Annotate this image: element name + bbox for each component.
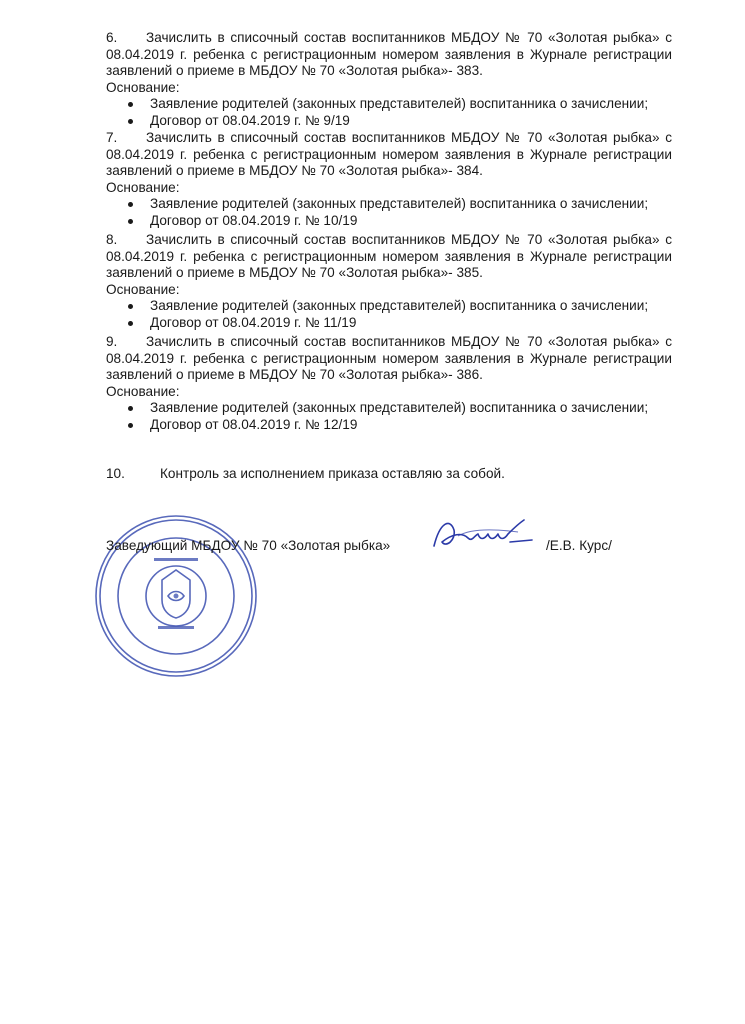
item-number: 6. xyxy=(106,30,118,45)
item-text: Зачислить в списочный состав воспитанников МБДОУ № 70 «Золотая рыбка» с 08.04.2019 г. ребенка с регистрационным номером заявления в Журнале регистрации заявлений о приеме в МБДОУ № 70 «Золотая рыбка»- 383. xyxy=(106,30,672,79)
basis-bullet: Заявление родителей (законных представителей) воспитанника о зачислении; xyxy=(106,298,672,315)
basis-list xyxy=(106,298,672,331)
item-number: 9. xyxy=(106,334,118,349)
basis-list xyxy=(106,400,672,433)
basis-bullet: Заявление родителей (законных представителей) воспитанника о зачислении; xyxy=(106,400,672,417)
basis-label: Основание: xyxy=(106,179,180,195)
item-text: Зачислить в списочный состав воспитанников МБДОУ № 70 «Золотая рыбка» с 08.04.2019 г. ребенка с регистрационным номером заявления в Журнале регистрации заявлений о приеме в МБДОУ № 70 «Золотая рыбка»- 386. xyxy=(106,334,672,383)
order-item-7 xyxy=(106,130,672,230)
item-number: 10. xyxy=(106,466,125,481)
basis-label: Основание: xyxy=(106,281,180,297)
basis-bullet: Договор от 08.04.2019 г. № 11/19 xyxy=(106,315,672,332)
item-text: Контроль за исполнением приказа оставляю за собой. xyxy=(160,466,505,481)
item-text: Зачислить в списочный состав воспитанников МБДОУ № 70 «Золотая рыбка» с 08.04.2019 г. ребенка с регистрационным номером заявления в Журнале регистрации заявлений о приеме в МБДОУ № 70 «Золотая рыбка»- 384. xyxy=(106,130,672,179)
basis-bullet: Договор от 08.04.2019 г. № 10/19 xyxy=(106,213,672,230)
item-number: 7. xyxy=(106,130,118,145)
basis-list xyxy=(106,196,672,229)
basis-bullet: Заявление родителей (законных представителей) воспитанника о зачислении; xyxy=(106,196,672,213)
basis-label: Основание: xyxy=(106,383,180,399)
order-item-9 xyxy=(106,334,672,434)
signature-row xyxy=(106,538,666,555)
basis-bullet: Договор от 08.04.2019 г. № 12/19 xyxy=(106,417,672,434)
signer-name: /Е.В. Курс/ xyxy=(546,538,612,553)
signer-position: Заведующий МБДОУ № 70 «Золотая рыбка» xyxy=(106,538,391,553)
order-item-8 xyxy=(106,232,672,332)
order-item-6 xyxy=(106,30,672,130)
item-number: 8. xyxy=(106,232,118,247)
basis-bullet: Заявление родителей (законных представителей) воспитанника о зачислении; xyxy=(106,96,672,113)
order-item-10 xyxy=(106,466,666,483)
basis-bullet: Договор от 08.04.2019 г. № 9/19 xyxy=(106,113,672,130)
basis-list xyxy=(106,96,672,129)
basis-label: Основание: xyxy=(106,79,180,95)
item-text: Зачислить в списочный состав воспитанников МБДОУ № 70 «Золотая рыбка» с 08.04.2019 г. ребенка с регистрационным номером заявления в Журнале регистрации заявлений о приеме в МБДОУ № 70 «Золотая рыбка»- 385. xyxy=(106,232,672,281)
